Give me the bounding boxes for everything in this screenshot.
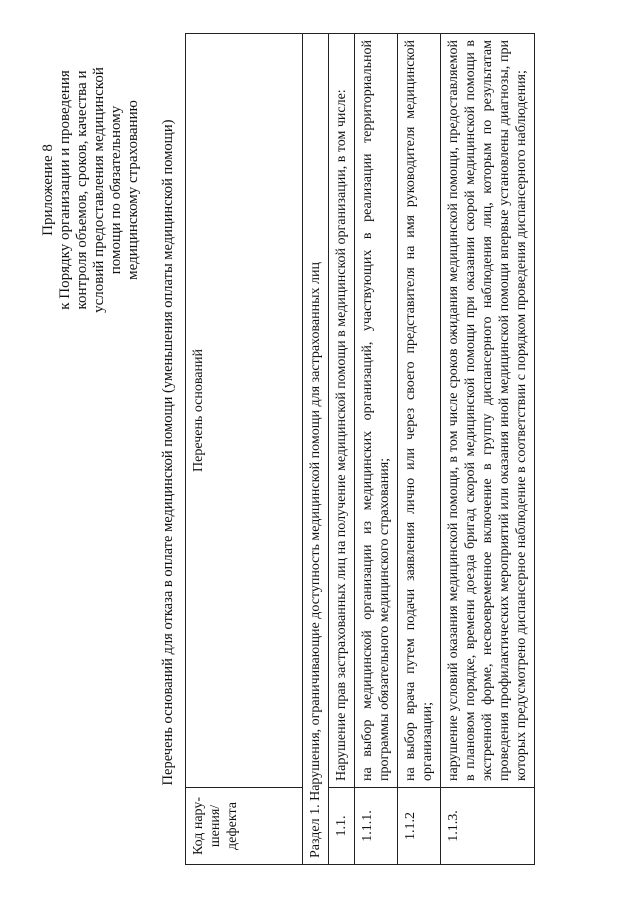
table-row [355, 34, 398, 865]
appendix-header [40, 30, 142, 350]
document-title: Перечень оснований для отказа в оплате медицинской помощи (уменьшения оплаты медицинской помощи) [160, 119, 176, 786]
header-list: Перечень оснований [186, 34, 303, 788]
appendix-line: Приложение 8 [40, 144, 56, 236]
table-row [329, 34, 355, 865]
section-row [303, 34, 329, 865]
row-text: Нарушение прав застрахованных лиц на получение медицинской помощи в медицинской организации, в том числе: [329, 34, 355, 788]
row-code: 1.1.3. [441, 788, 535, 865]
appendix-line: к Порядку организации и проведения [57, 70, 73, 310]
appendix-line: медицинскому страхованию [125, 100, 141, 280]
row-text: нарушение условий оказания медицинской помощи, в том числе сроков ожидания медицинской помощи, предоставляемой в плановом порядке, времени доезда бригад скорой медицинской помощи при оказании скорой медицинской помощи в экстренной форме, несвоевременное включение в группу диспансерного наблюдения лиц, которым по результатам проведения профилактических мероприятий или оказания иной медицинской помощи впервые установлены диагнозы, при которых предусмотрено диспансерное наблюдение в соответствии с порядком проведения диспансерного наблюдения; [441, 34, 535, 788]
section-title: Раздел 1. Нарушения, ограничивающие доступность медицинской помощи для застрахованных лиц [303, 34, 329, 865]
table-row [398, 34, 441, 865]
row-code: 1.1.2 [398, 788, 441, 865]
appendix-line: условий предоставления медицинской [91, 67, 107, 313]
grounds-table [185, 33, 535, 865]
row-text: на выбор врача путем подачи заявления лично или через своего представителя на имя руководителя медицинской организации; [398, 34, 441, 788]
table-row [441, 34, 535, 865]
row-code: 1.1.1. [355, 788, 398, 865]
table-header-row [186, 34, 303, 865]
row-text: на выбор медицинской организации из медицинских организаций, участвующих в реализации территориальной программы обязательного медицинского страхования; [355, 34, 398, 788]
header-code: Код нару-шения/ дефекта [186, 788, 303, 865]
row-code: 1.1. [329, 788, 355, 865]
appendix-line: помощи по обязательному [108, 105, 124, 275]
appendix-line: контроля объемов, сроков, качества и [74, 70, 90, 310]
